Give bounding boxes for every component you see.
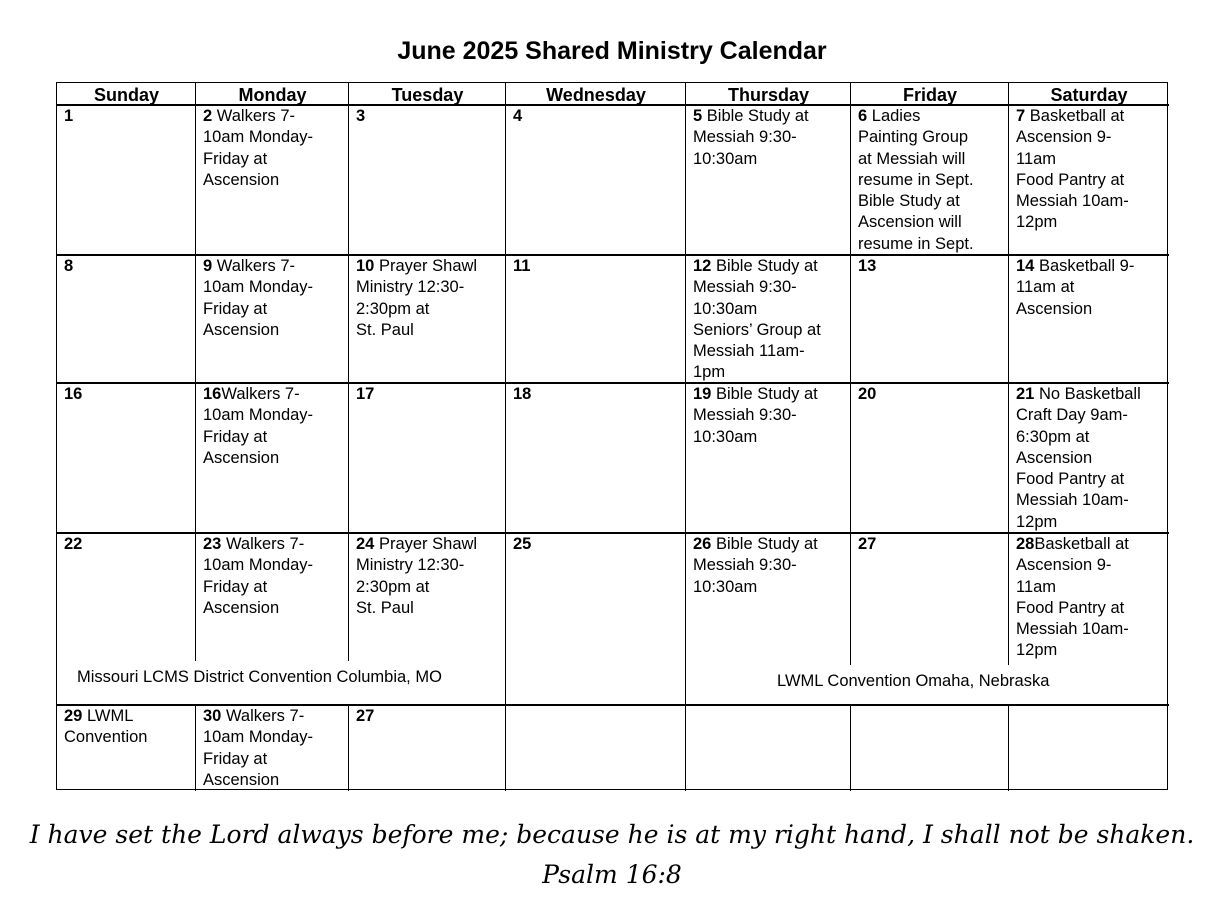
day-cell xyxy=(349,383,506,405)
day-cell xyxy=(506,255,686,277)
day-number: 7 xyxy=(1016,107,1026,125)
lwml-convention-label: LWML Convention Omaha, Nebraska xyxy=(777,672,1050,690)
event-text: 10:30am xyxy=(693,427,758,446)
day-first-line xyxy=(1016,534,1169,555)
event-text: Food Pantry at xyxy=(1016,170,1125,189)
event-text: Ascension 9- xyxy=(1016,556,1112,575)
day-cell xyxy=(57,105,196,127)
day-cell xyxy=(57,383,196,405)
event-text: Walkers 7- xyxy=(221,385,300,403)
day-cell xyxy=(506,383,686,405)
day-number: 12 xyxy=(693,257,712,275)
day-first-line xyxy=(356,706,506,727)
event-text: Walkers 7- xyxy=(216,107,296,125)
day-number: 8 xyxy=(64,257,74,275)
event-text: Bible Study at xyxy=(715,257,818,275)
event-text: Bible Study at xyxy=(715,385,818,403)
event-text: Messiah 11am- xyxy=(693,342,805,361)
event-text: 11am at xyxy=(1016,278,1075,297)
day-first-line xyxy=(203,706,349,727)
event-text: Messiah 10am- xyxy=(1016,192,1129,211)
day-header-saturday: Saturday xyxy=(1050,85,1128,105)
event-text: Seniors’ Group at xyxy=(693,320,821,339)
event-text: Messiah 9:30- xyxy=(693,278,797,297)
event-text: 12pm xyxy=(1016,641,1058,660)
event-text: Ascension xyxy=(1016,299,1093,318)
day-first-line xyxy=(858,534,1009,555)
day-cell xyxy=(1009,383,1169,533)
event-text: Basketball at xyxy=(1034,535,1129,553)
event-text: 10:30am xyxy=(693,149,758,168)
day-cell xyxy=(851,533,1009,555)
event-text: Ascension xyxy=(1016,448,1093,467)
day-first-line xyxy=(356,256,506,277)
day-number: 3 xyxy=(356,107,366,125)
event-text: St. Paul xyxy=(356,320,414,339)
day-cell xyxy=(349,255,506,341)
day-number: 27 xyxy=(356,707,375,725)
event-text: Walkers 7- xyxy=(225,707,305,725)
day-number: 27 xyxy=(858,535,877,553)
day-number: 20 xyxy=(858,385,877,403)
day-cell xyxy=(1009,705,1169,706)
event-text: 10am Monday- xyxy=(203,406,314,425)
day-number: 4 xyxy=(513,107,523,125)
day-header-monday: Monday xyxy=(238,85,307,105)
event-text: Ascension xyxy=(203,320,280,339)
day-first-line xyxy=(693,106,851,127)
event-text: Ascension xyxy=(203,770,280,789)
event-text: 10am Monday- xyxy=(203,556,314,575)
event-text: resume in Sept. xyxy=(858,234,974,253)
event-text: No Basketball xyxy=(1038,385,1141,403)
event-text: LWML xyxy=(86,707,134,725)
day-number: 14 xyxy=(1016,257,1035,275)
event-text: 10am Monday- xyxy=(203,278,314,297)
event-text: Ascension xyxy=(203,448,280,467)
calendar-grid xyxy=(56,82,1168,790)
day-cell xyxy=(349,705,506,727)
day-cell xyxy=(506,105,686,127)
day-first-line xyxy=(64,384,196,405)
bible-verse: I have set the Lord always before me; because he is at my right hand, I shall not be shaken. xyxy=(29,820,1195,849)
event-text: Ascension will xyxy=(858,213,962,232)
day-cell xyxy=(57,533,196,555)
day-cell xyxy=(196,533,349,619)
day-cell xyxy=(1009,105,1169,234)
event-text: Craft Day 9am- xyxy=(1016,406,1128,425)
day-header-wednesday: Wednesday xyxy=(546,85,646,105)
day-number: 21 xyxy=(1016,385,1035,403)
day-first-line xyxy=(356,384,506,405)
event-text: Friday at xyxy=(203,149,268,168)
day-cell xyxy=(686,383,851,448)
day-first-line xyxy=(513,106,686,127)
day-first-line xyxy=(858,384,1009,405)
day-cell xyxy=(851,383,1009,405)
event-text: Food Pantry at xyxy=(1016,598,1125,617)
day-cell xyxy=(506,533,686,555)
day-cell xyxy=(686,705,851,706)
day-number: 26 xyxy=(693,535,712,553)
day-number: 28 xyxy=(1016,535,1035,553)
event-text: 6:30pm at xyxy=(1016,427,1090,446)
event-text: at Messiah will xyxy=(858,149,966,168)
grid-column-line xyxy=(1008,705,1009,791)
event-text: Basketball at xyxy=(1029,107,1125,125)
day-number: 10 xyxy=(356,257,375,275)
event-text: 10am Monday- xyxy=(203,728,314,747)
day-number: 5 xyxy=(693,107,703,125)
event-text: Friday at xyxy=(203,577,268,596)
day-number: 30 xyxy=(203,707,222,725)
day-first-line xyxy=(64,106,196,127)
event-text: Ministry 12:30- xyxy=(356,278,465,297)
event-text: Bible Study at xyxy=(858,192,960,211)
day-number: 17 xyxy=(356,385,375,403)
day-cell xyxy=(686,105,851,170)
missouri-convention-label: Missouri LCMS District Convention Columbia, MO xyxy=(77,668,442,686)
day-first-line xyxy=(64,256,196,277)
day-first-line xyxy=(1016,256,1169,277)
day-number: 22 xyxy=(64,535,83,553)
event-text: Messiah 10am- xyxy=(1016,620,1129,639)
event-text: Ladies xyxy=(871,107,921,125)
event-text: Ascension xyxy=(203,170,280,189)
day-first-line xyxy=(356,534,506,555)
event-text: Basketball 9- xyxy=(1038,257,1135,275)
event-text: Ministry 12:30- xyxy=(356,556,465,575)
calendar-title: June 2025 Shared Ministry Calendar xyxy=(397,37,827,65)
event-text: Prayer Shawl xyxy=(378,257,478,275)
event-text: Convention xyxy=(64,728,148,747)
event-text: Ascension xyxy=(203,598,280,617)
event-text: 2:30pm at xyxy=(356,577,430,596)
day-cell xyxy=(196,705,349,791)
day-cell xyxy=(851,705,1009,706)
event-text: Friday at xyxy=(203,427,268,446)
day-cell xyxy=(349,533,506,619)
day-number: 24 xyxy=(356,535,375,553)
event-text: Walkers 7- xyxy=(225,535,305,553)
day-header-friday: Friday xyxy=(902,85,958,105)
event-text: resume in Sept. xyxy=(858,170,974,189)
day-first-line xyxy=(858,106,1009,127)
event-text: 10:30am xyxy=(693,577,758,596)
day-first-line xyxy=(513,534,686,555)
day-cell xyxy=(686,533,851,598)
day-cell xyxy=(57,255,196,277)
day-cell xyxy=(1009,533,1169,662)
grid-column-line xyxy=(505,83,506,791)
day-number: 18 xyxy=(513,385,532,403)
event-text: 2:30pm at xyxy=(356,299,430,318)
event-text: Walkers 7- xyxy=(216,257,296,275)
day-number: 16 xyxy=(64,385,83,403)
event-text: Food Pantry at xyxy=(1016,470,1125,489)
event-text: Messiah 9:30- xyxy=(693,556,797,575)
day-number: 11 xyxy=(513,257,531,275)
day-number: 25 xyxy=(513,535,532,553)
event-text: Ascension 9- xyxy=(1016,128,1112,147)
event-text: Messiah 9:30- xyxy=(693,128,797,147)
day-cell xyxy=(506,705,686,706)
day-first-line xyxy=(693,256,851,277)
day-first-line xyxy=(64,534,196,555)
day-header-thursday: Thursday xyxy=(727,85,810,105)
day-cell xyxy=(349,105,506,127)
grid-column-line xyxy=(850,705,851,791)
day-number: 16 xyxy=(203,385,222,403)
day-number: 1 xyxy=(64,107,74,125)
day-first-line xyxy=(203,256,349,277)
event-text: Messiah 10am- xyxy=(1016,491,1129,510)
event-text: Bible Study at xyxy=(706,107,809,125)
event-text: 11am xyxy=(1016,577,1057,596)
day-number: 2 xyxy=(203,107,213,125)
event-text: 12pm xyxy=(1016,213,1058,232)
day-number: 13 xyxy=(858,257,877,275)
day-first-line xyxy=(356,106,506,127)
day-cell xyxy=(196,383,349,469)
day-number: 6 xyxy=(858,107,868,125)
event-text: 10:30am xyxy=(693,299,758,318)
day-number: 19 xyxy=(693,385,712,403)
day-first-line xyxy=(64,706,196,727)
day-cell xyxy=(1009,255,1169,320)
day-first-line xyxy=(693,534,851,555)
event-text: Messiah 9:30- xyxy=(693,406,797,425)
event-text: 1pm xyxy=(693,363,726,382)
day-first-line xyxy=(203,534,349,555)
event-text: Prayer Shawl xyxy=(378,535,478,553)
day-cell xyxy=(851,105,1009,255)
day-first-line xyxy=(858,256,1009,277)
day-first-line xyxy=(203,106,349,127)
day-first-line xyxy=(513,256,686,277)
verse-reference: Psalm 16:8 xyxy=(542,860,682,889)
day-number: 9 xyxy=(203,257,213,275)
day-first-line xyxy=(693,384,851,405)
day-cell xyxy=(686,255,851,384)
event-text: St. Paul xyxy=(356,598,414,617)
day-first-line xyxy=(1016,106,1169,127)
event-text: Painting Group xyxy=(858,128,969,147)
day-cell xyxy=(851,255,1009,277)
day-first-line xyxy=(513,384,686,405)
event-text: 10am Monday- xyxy=(203,128,314,147)
event-text: Friday at xyxy=(203,299,268,318)
event-text: Friday at xyxy=(203,749,268,768)
event-text: 11am xyxy=(1016,149,1057,168)
day-first-line xyxy=(1016,384,1169,405)
day-cell xyxy=(196,255,349,341)
day-cell xyxy=(57,705,196,749)
day-number: 23 xyxy=(203,535,222,553)
day-first-line xyxy=(203,384,349,405)
day-header-sunday: Sunday xyxy=(93,85,159,105)
event-text: Bible Study at xyxy=(715,535,818,553)
day-header-tuesday: Tuesday xyxy=(391,85,464,105)
day-cell xyxy=(196,105,349,191)
day-number: 29 xyxy=(64,707,83,725)
event-text: 12pm xyxy=(1016,512,1058,531)
